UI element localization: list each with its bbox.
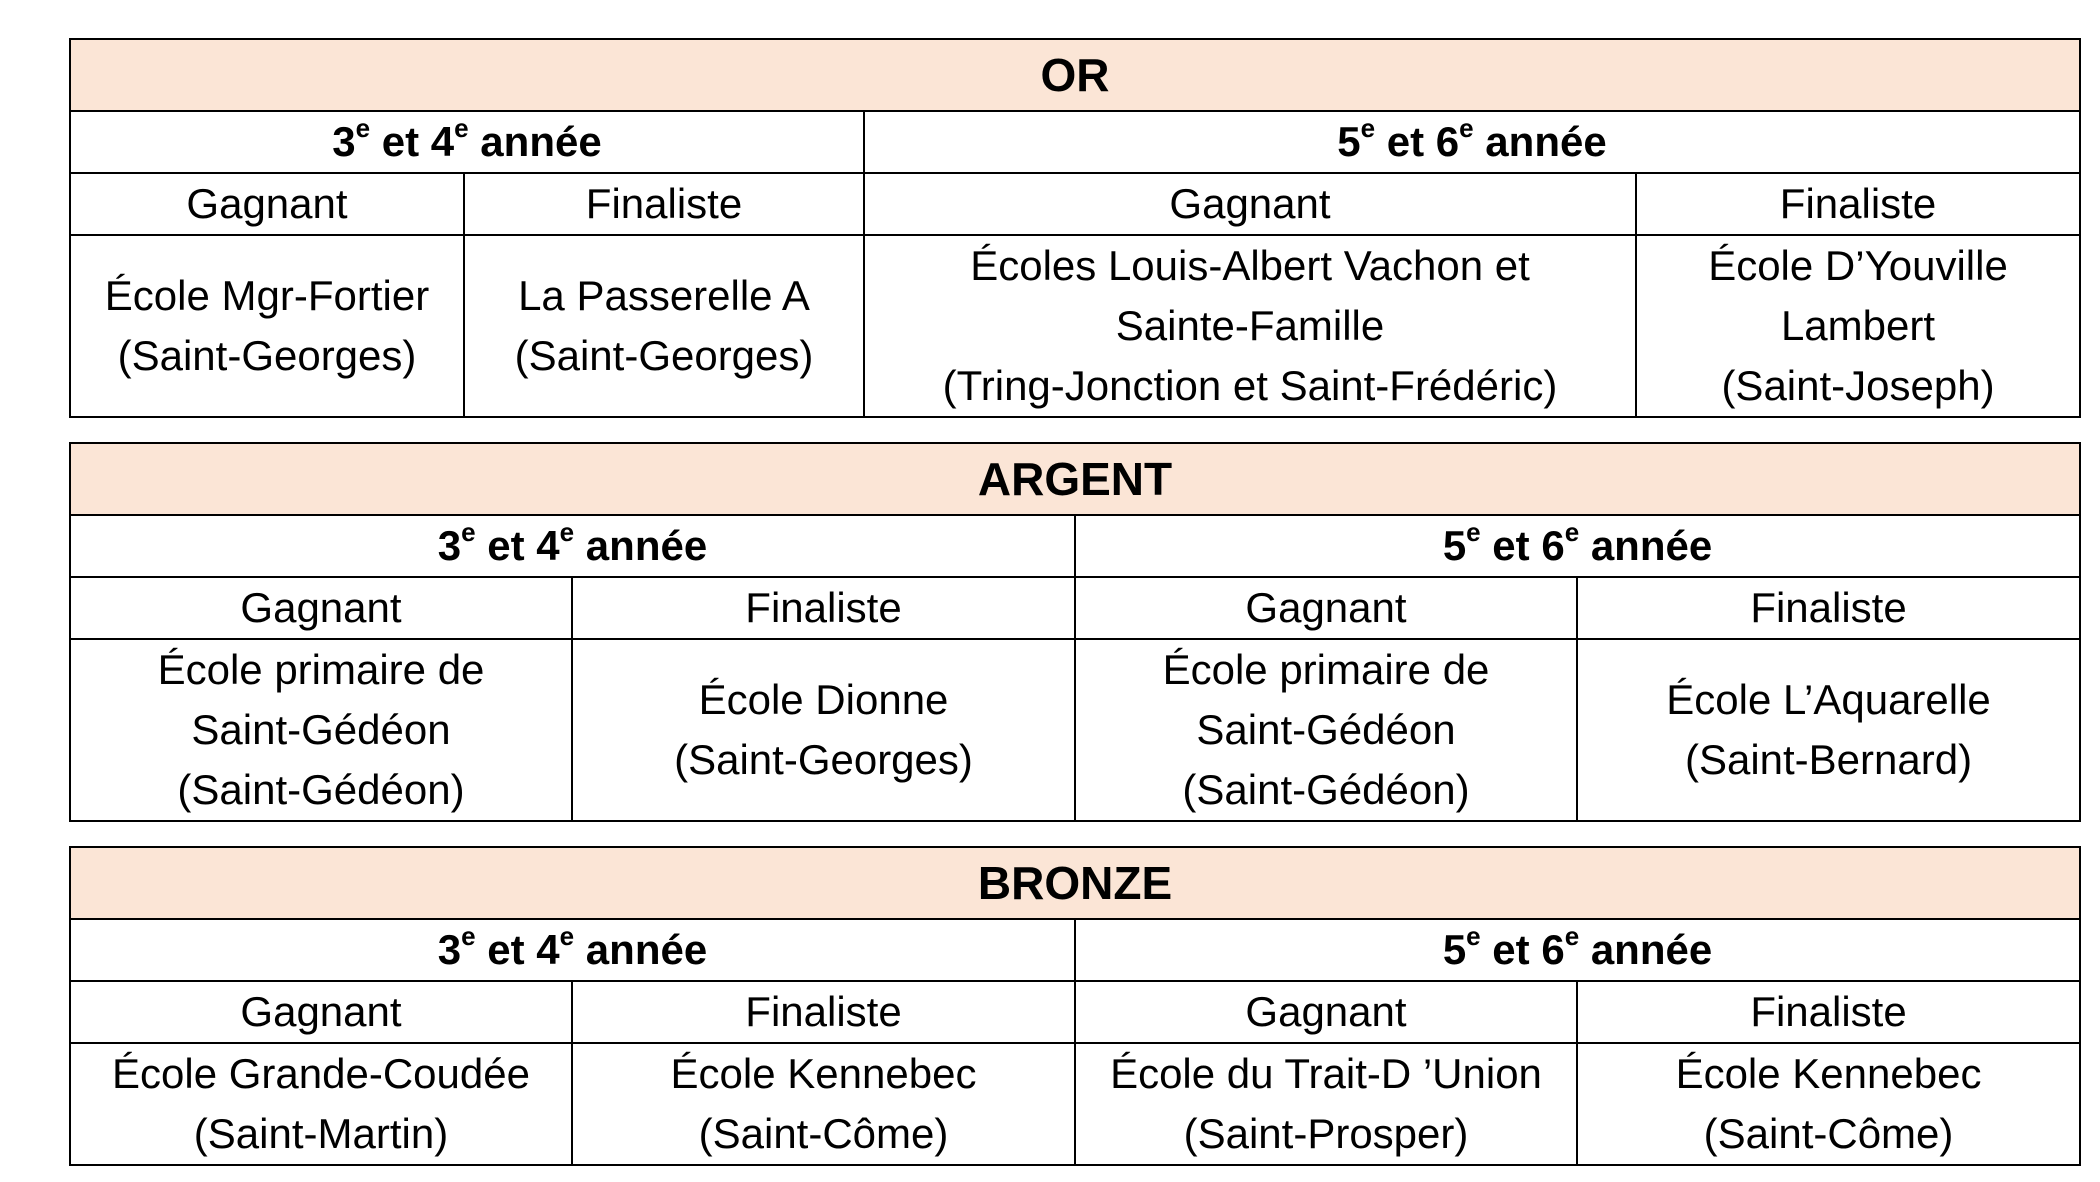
role-label: Gagnant (70, 981, 572, 1043)
school-location: (Saint-Prosper) (1183, 1110, 1469, 1157)
school-name: École Kennebec (670, 1050, 977, 1097)
school-entry (1577, 1043, 2080, 1165)
school-location: (Saint-Joseph) (1721, 362, 1995, 409)
award-table-bronze (69, 846, 2081, 1166)
tier-header-row (70, 443, 2080, 515)
school-location: (Saint-Georges) (674, 736, 973, 783)
role-label: Finaliste (464, 173, 864, 235)
grade-row (70, 919, 2080, 981)
school-entry (864, 235, 1636, 417)
role-label: Gagnant (70, 577, 572, 639)
school-name: La Passerelle A (518, 272, 810, 319)
tier-title: ARGENT (70, 443, 2080, 515)
entry-row (70, 1043, 2080, 1165)
tier-header-row (70, 39, 2080, 111)
school-entry (70, 639, 572, 821)
school-name: Saint-Gédéon (1196, 706, 1456, 753)
school-name: École du Trait-D ’Union (1110, 1050, 1542, 1097)
role-label: Finaliste (572, 981, 1075, 1043)
school-name: Écoles Louis-Albert Vachon et (970, 242, 1530, 289)
school-location: (Saint-Gédéon) (177, 766, 465, 813)
role-row (70, 173, 2080, 235)
school-entry (1075, 1043, 1577, 1165)
award-table-argent (69, 442, 2081, 822)
school-location: (Saint-Martin) (193, 1110, 449, 1157)
school-name: École Dionne (698, 676, 949, 723)
grade-header-5-6: 5e et 6e année (1075, 515, 2080, 577)
entry-row (70, 235, 2080, 417)
school-location: (Tring-Jonction et Saint-Frédéric) (942, 362, 1558, 409)
role-label: Gagnant (864, 173, 1636, 235)
school-entry (70, 235, 464, 417)
school-entry (464, 235, 864, 417)
school-location: (Saint-Gédéon) (1182, 766, 1470, 813)
role-label: Finaliste (1636, 173, 2080, 235)
school-name: École Mgr-Fortier (104, 272, 430, 319)
grade-header-5-6: 5e et 6e année (864, 111, 2080, 173)
school-name: Saint-Gédéon (191, 706, 451, 753)
grade-header-5-6: 5e et 6e année (1075, 919, 2080, 981)
school-entry (572, 639, 1075, 821)
role-label: Gagnant (1075, 577, 1577, 639)
entry-row (70, 639, 2080, 821)
grade-header-3-4: 3e et 4e année (70, 919, 1075, 981)
school-location: (Saint-Côme) (1703, 1110, 1954, 1157)
school-name: École L’Aquarelle (1666, 676, 1991, 723)
school-location: (Saint-Bernard) (1684, 736, 1973, 783)
school-name: École primaire de (157, 646, 485, 693)
school-location: (Saint-Georges) (514, 332, 814, 379)
school-entry (572, 1043, 1075, 1165)
role-label: Gagnant (1075, 981, 1577, 1043)
school-entry (70, 1043, 572, 1165)
grade-header-3-4: 3e et 4e année (70, 515, 1075, 577)
school-entry (1577, 639, 2080, 821)
role-label: Gagnant (70, 173, 464, 235)
role-row (70, 577, 2080, 639)
role-label: Finaliste (572, 577, 1075, 639)
school-entry (1636, 235, 2080, 417)
grade-header-3-4: 3e et 4e année (70, 111, 864, 173)
role-row (70, 981, 2080, 1043)
school-name: École Grande-Coudée (112, 1050, 530, 1097)
school-entry (1075, 639, 1577, 821)
school-name: École primaire de (1162, 646, 1490, 693)
tier-title: OR (70, 39, 2080, 111)
tier-title: BRONZE (70, 847, 2080, 919)
school-location: (Saint-Georges) (117, 332, 417, 379)
grade-row (70, 111, 2080, 173)
school-location: (Saint-Côme) (698, 1110, 949, 1157)
award-table-or (69, 38, 2081, 418)
tier-header-row (70, 847, 2080, 919)
school-name: Lambert (1780, 302, 1936, 349)
school-name: École Kennebec (1675, 1050, 1982, 1097)
school-name: École D’Youville (1708, 242, 2008, 289)
role-label: Finaliste (1577, 981, 2080, 1043)
role-label: Finaliste (1577, 577, 2080, 639)
school-name: Sainte-Famille (1115, 302, 1385, 349)
grade-row (70, 515, 2080, 577)
